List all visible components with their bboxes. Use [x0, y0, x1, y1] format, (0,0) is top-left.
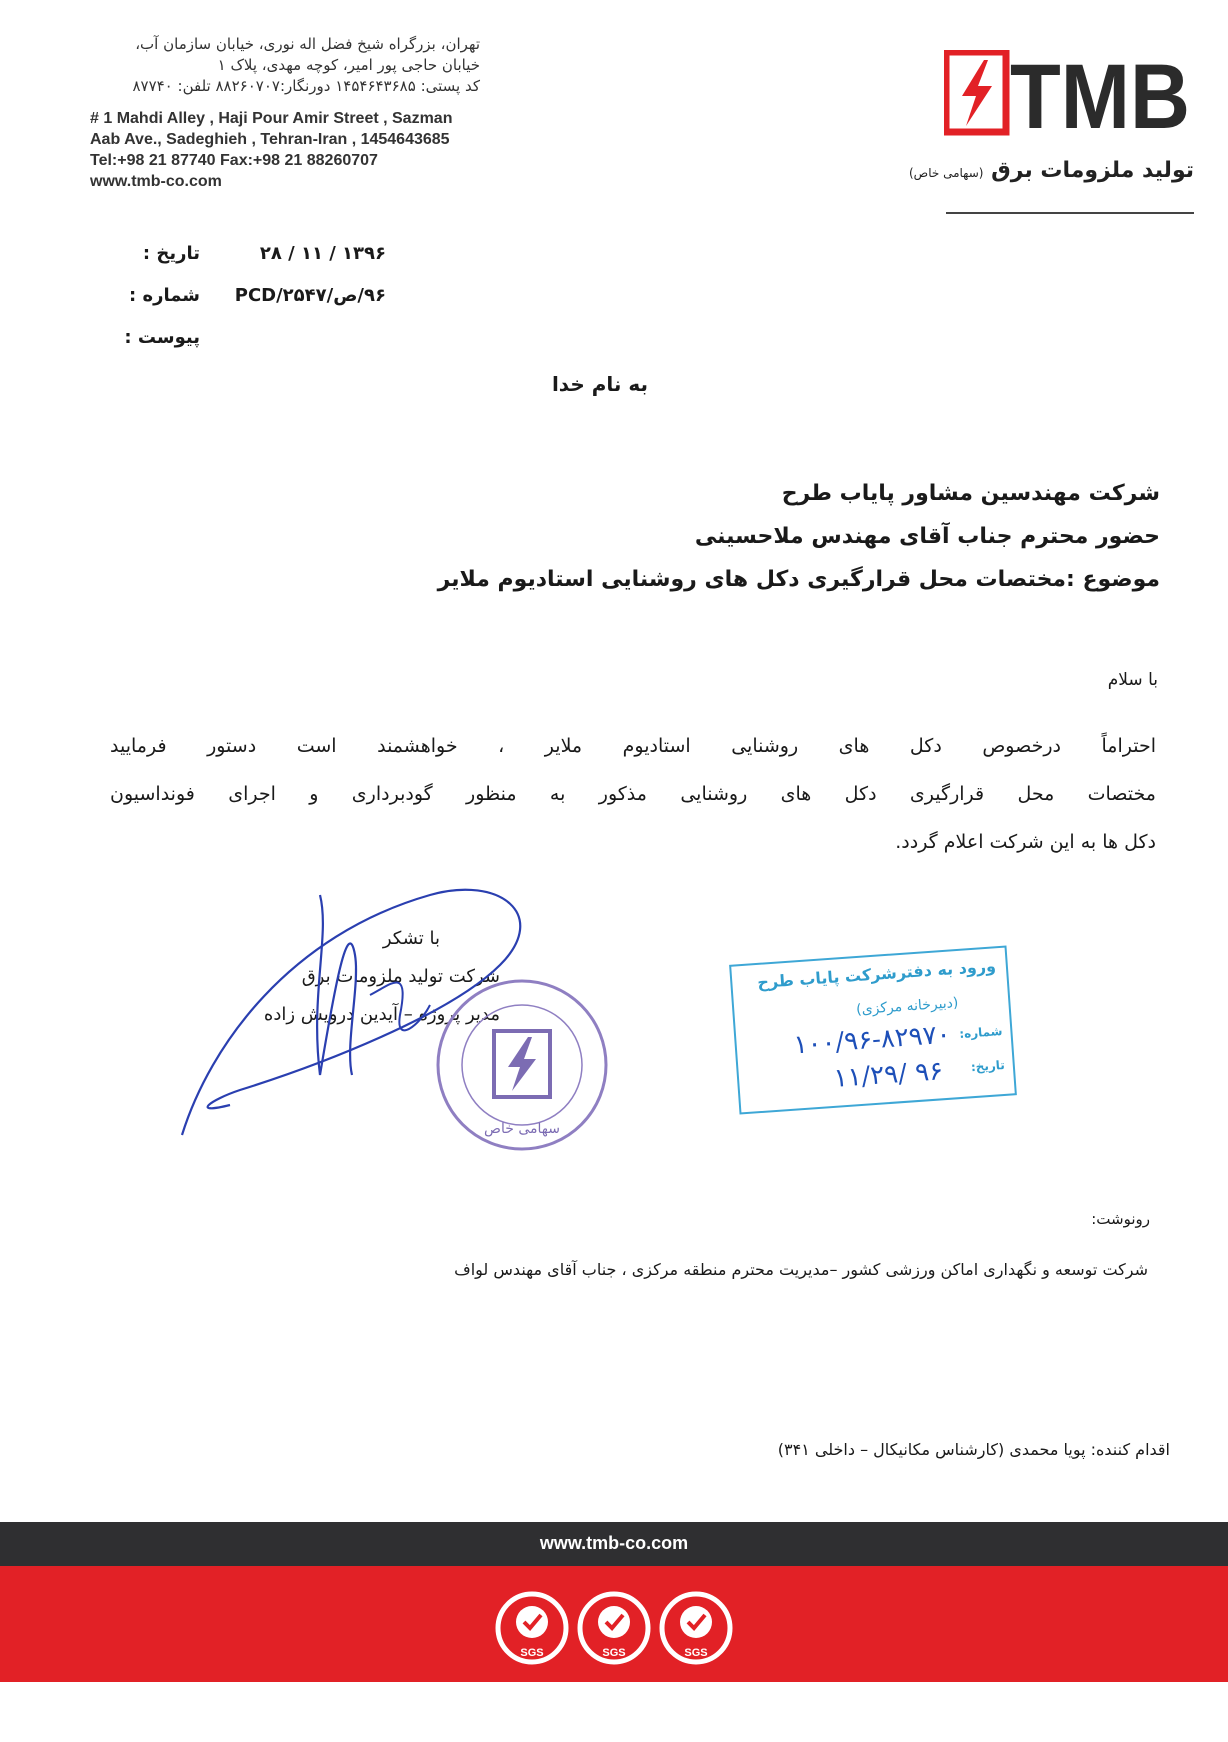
cert-label: SGS — [684, 1647, 708, 1659]
stamp-subtitle: (دبیرخانه مرکزی) — [855, 995, 959, 1019]
signer-company: شرکت تولید ملزومات برق — [301, 966, 500, 987]
date-label: تاریخ : — [142, 242, 200, 264]
closing: با تشکر — [382, 928, 440, 949]
company-name-fa: تولید ملزومات برق — [991, 158, 1194, 183]
incoming-stamp — [729, 945, 1017, 1114]
action-by: اقدام کننده: پویا محمدی (کارشناس مکانیکال – داخلی ۳۴۱) — [777, 1440, 1170, 1459]
footer-website-link[interactable]: www.tmb-co.com — [539, 1533, 689, 1553]
address-fa-line: خیابان حاجی پور امیر، کوچه مهدی، پلاک ۱ — [217, 56, 480, 74]
meta-date-row — [120, 232, 400, 274]
stamp-date-label: تاریخ: — [970, 1057, 1006, 1075]
meta-attachment-row — [120, 316, 400, 358]
address-en-line: Tel:+98 21 87740 Fax:+98 21 88260707 — [90, 152, 378, 169]
body-line: احتراماً درخصوص دکل های روشنایی استادیوم ملایر ، خواهشمند است دستور فرمایید — [110, 735, 1156, 757]
stamp-title: ورود به دفترشرکت پایاب طرح — [756, 956, 997, 992]
cc-label: رونوشت: — [1091, 1210, 1150, 1228]
seal-text: سهامی خاص — [484, 1121, 560, 1137]
header-divider — [946, 212, 1194, 214]
tmb-logo — [944, 50, 1194, 140]
company-type: (سهامی خاص) — [909, 166, 984, 180]
basmala: به نام خدا — [551, 372, 649, 396]
address-fa-line: تهران، بزرگراه شیخ فضل اله نوری، خیابان سازمان آب، — [135, 35, 480, 53]
letter-heading — [360, 472, 1160, 601]
recipient-person: حضور محترم جناب آقای مهندس ملاحسینی — [694, 524, 1160, 549]
website-link[interactable]: www.tmb-co.com — [90, 173, 222, 190]
greeting: با سلام — [1107, 670, 1158, 690]
logo-text: TMB — [1010, 50, 1190, 140]
cc-text: شرکت توسعه و نگهداری اماکن ورزشی کشور –مدیریت محترم منطقه مرکزی ، جناب آقای مهندس لواف — [454, 1260, 1148, 1279]
meta-number-row — [120, 274, 400, 316]
address-en-line: # 1 Mahdi Alley , Haji Pour Amir Street , Sazman — [90, 110, 453, 127]
cert-label: SGS — [520, 1647, 544, 1659]
certification-badge-icon — [576, 1590, 652, 1666]
stamp-number-label: شماره: — [958, 1023, 1003, 1041]
company-name — [900, 158, 1194, 183]
address-fa-line: کد پستی: ۱۴۵۴۶۴۳۶۸۵ دورنگار:۸۸۲۶۰۷۰۷ تلفن: ۸۷۷۴۰ — [132, 77, 480, 95]
stamp-number-value: ۱۰۰/۹۶-۸۲۹۷۰ — [792, 1019, 952, 1061]
date-value: ۱۳۹۶ / ۱۱ / ۲۸ — [259, 242, 386, 264]
address-persian — [90, 34, 480, 97]
letter-body — [110, 722, 1156, 866]
number-label: شماره : — [129, 284, 200, 306]
certification-badge-icon — [494, 1590, 570, 1666]
handwritten-signature — [170, 875, 550, 1145]
body-line: دکل ها به این شرکت اعلام گردد. — [895, 831, 1156, 853]
attachment-label: پیوست : — [124, 326, 200, 348]
letter-meta — [120, 232, 400, 358]
subject-line: موضوع :مختصات محل قرارگیری دکل های روشنایی استادیوم ملایر — [437, 567, 1160, 592]
cert-label: SGS — [602, 1647, 626, 1659]
stamp-date-value: ۹۶ /۱۱/۲۹ — [832, 1056, 945, 1094]
address-en-line: Aab Ave., Sadeghieh , Tehran-Iran , 1454643685 — [90, 131, 450, 148]
signer-role: مدیر پروژه – آیدین درویش زاده — [263, 1004, 500, 1025]
number-value: ۹۶/ص/PCD/۲۵۴۷ — [234, 284, 386, 306]
recipient-company: شرکت مهندسین مشاور پایاب طرح — [781, 481, 1160, 506]
certification-badge-icon — [658, 1590, 734, 1666]
body-line: مختصات محل قرارگیری دکل های روشنایی مذکور به منظور گودبرداری و اجرای فونداسیون — [110, 783, 1156, 805]
address-english — [90, 108, 490, 192]
